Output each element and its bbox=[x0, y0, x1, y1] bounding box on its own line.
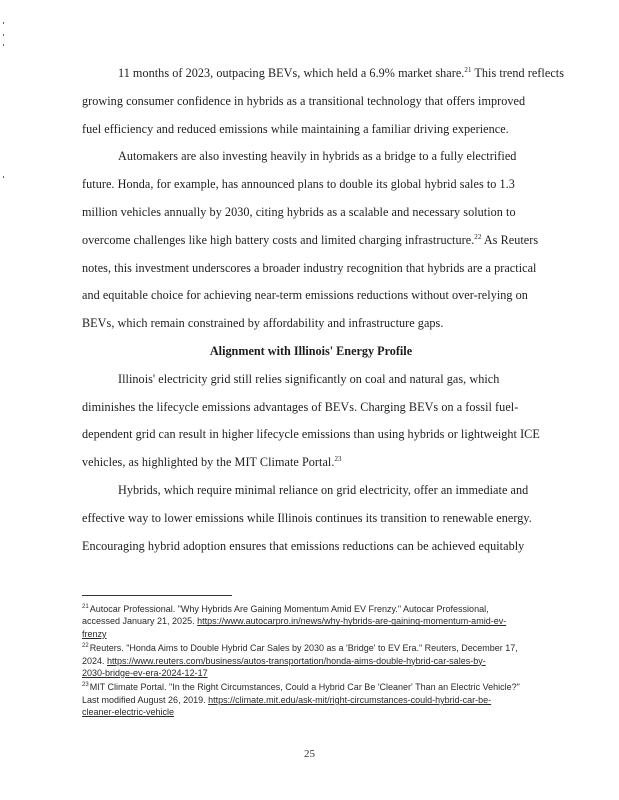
text-line bbox=[82, 539, 524, 554]
footnote-text: MIT Climate Portal. "In the Right Circumstances, Could a Hybrid Car Be 'Cleaner' Than an Electric Vehicle?" bbox=[89, 682, 520, 693]
footnote-text: accessed January 21, 2025. bbox=[82, 616, 198, 627]
line-text: Illinois' electricity grid still relies significantly on coal and natural gas, which bbox=[118, 371, 500, 386]
footnote-number: 21 bbox=[82, 604, 89, 610]
scan-artifact bbox=[3, 34, 4, 36]
section-heading: Alignment with Illinois' Energy Profile bbox=[209, 344, 413, 358]
text-line bbox=[118, 149, 516, 164]
footnote-link[interactable]: 2030-bridge-ev-era-2024-12-17 bbox=[82, 668, 208, 678]
line-text: notes, this investment underscores a broader industry recognition that hybrids are a practical bbox=[82, 260, 537, 275]
text-line bbox=[118, 66, 564, 81]
line-text: effective way to lower emissions while Illinois continues its transition to renewable energy. bbox=[82, 510, 532, 525]
text-line bbox=[82, 261, 536, 276]
footnote-link[interactable]: cleaner-electric-vehicle bbox=[82, 707, 175, 718]
footnote-number: 22 bbox=[82, 643, 89, 650]
footnote-line bbox=[82, 707, 174, 717]
line-text: future. Honda, for example, has announced plans to double its global hybrid sales to 1.3 bbox=[82, 177, 515, 192]
scan-artifact bbox=[3, 22, 4, 24]
text-line bbox=[82, 427, 540, 442]
body-text bbox=[82, 0, 565, 590]
footnote-line bbox=[82, 668, 208, 678]
text-line bbox=[118, 372, 499, 387]
line-text: overcome challenges like high battery costs and limited charging infrastructure. bbox=[82, 232, 475, 247]
text-line bbox=[82, 233, 538, 248]
footnote-line bbox=[82, 695, 491, 705]
footnote-divider bbox=[82, 595, 232, 596]
footnote-text: Reuters. "Honda Aims to Double Hybrid Car Sales by 2030 as a 'Bridge' to EV Era." Reuters, December 17, bbox=[89, 643, 518, 654]
line-text: Hybrids, which require minimal reliance on grid electricity, offer an immediate and bbox=[118, 483, 529, 497]
line-text-continued: As Reuters bbox=[481, 232, 539, 247]
text-line bbox=[82, 177, 515, 192]
footnote-line bbox=[82, 656, 486, 666]
footnote-line bbox=[82, 643, 518, 653]
footnote-ref: 23 bbox=[334, 455, 342, 464]
line-text: Encouraging hybrid adoption ensures that emissions reductions can be achieved equitably bbox=[82, 538, 525, 553]
text-line bbox=[82, 122, 509, 137]
footnote-link[interactable]: https://www.reuters.com/business/autos-transportation/honda-aims-double-hybrid-car-sales-by- bbox=[107, 655, 486, 666]
footnote-ref: 22 bbox=[474, 232, 482, 241]
footnote-text: Last modified August 26, 2019. bbox=[82, 694, 209, 705]
text-line bbox=[82, 94, 525, 109]
text-line bbox=[82, 511, 532, 526]
text-line bbox=[82, 316, 443, 331]
text-line bbox=[82, 205, 516, 220]
line-text: and equitable choice for achieving near-term emissions reductions without over-relying on bbox=[82, 288, 528, 303]
line-text: growing consumer confidence in hybrids as a transitional technology that offers improved bbox=[82, 93, 526, 108]
line-text: Automakers are also investing heavily in hybrids as a bridge to a fully electrified bbox=[118, 149, 517, 164]
line-text: fuel efficiency and reduced emissions while maintaining a familiar driving experience. bbox=[82, 121, 509, 136]
page-number: 25 bbox=[304, 748, 315, 760]
footnote-link[interactable]: https://www.autocarpro.in/news/why-hybrids-are-gaining-momentum-amid-ev- bbox=[197, 616, 507, 627]
scan-artifact bbox=[3, 176, 4, 178]
footnote-ref: 21 bbox=[464, 65, 472, 74]
line-text: vehicles, as highlighted by the MIT Climate Portal. bbox=[82, 455, 335, 470]
footnote-line bbox=[82, 629, 107, 639]
text-line bbox=[118, 483, 528, 498]
text-line bbox=[82, 455, 342, 470]
footnote-text: 2024. bbox=[82, 655, 108, 666]
line-text: dependent grid can result in higher lifecycle emissions than using hybrids or lightweight ICE bbox=[82, 427, 540, 442]
footnote-text: Autocar Professional. "Why Hybrids Are Gaining Momentum Amid EV Frenzy." Autocar Professional, bbox=[89, 604, 489, 614]
footnote-line bbox=[82, 682, 520, 692]
text-line bbox=[82, 400, 518, 415]
footnote-number: 23 bbox=[82, 682, 89, 689]
line-text: million vehicles annually by 2030, citing hybrids as a scalable and necessary solution to bbox=[82, 205, 516, 219]
footnote-link[interactable]: frenzy bbox=[82, 628, 107, 639]
line-text: BEVs, which remain constrained by affordability and infrastructure gaps. bbox=[82, 316, 444, 331]
footnote-line bbox=[82, 616, 506, 626]
text-line bbox=[82, 288, 528, 303]
footnote-link[interactable]: https://climate.mit.edu/ask-mit/right-circumstances-could-hybrid-car-be- bbox=[208, 694, 492, 705]
scan-artifact bbox=[3, 44, 4, 46]
footnote-line bbox=[82, 604, 489, 614]
line-text: diminishes the lifecycle emissions advantages of BEVs. Charging BEVs on a fossil fuel- bbox=[82, 399, 519, 414]
line-text-continued: This trend reflects bbox=[471, 66, 565, 80]
line-text: 11 months of 2023, outpacing BEVs, which held a 6.9% market share. bbox=[118, 66, 465, 80]
